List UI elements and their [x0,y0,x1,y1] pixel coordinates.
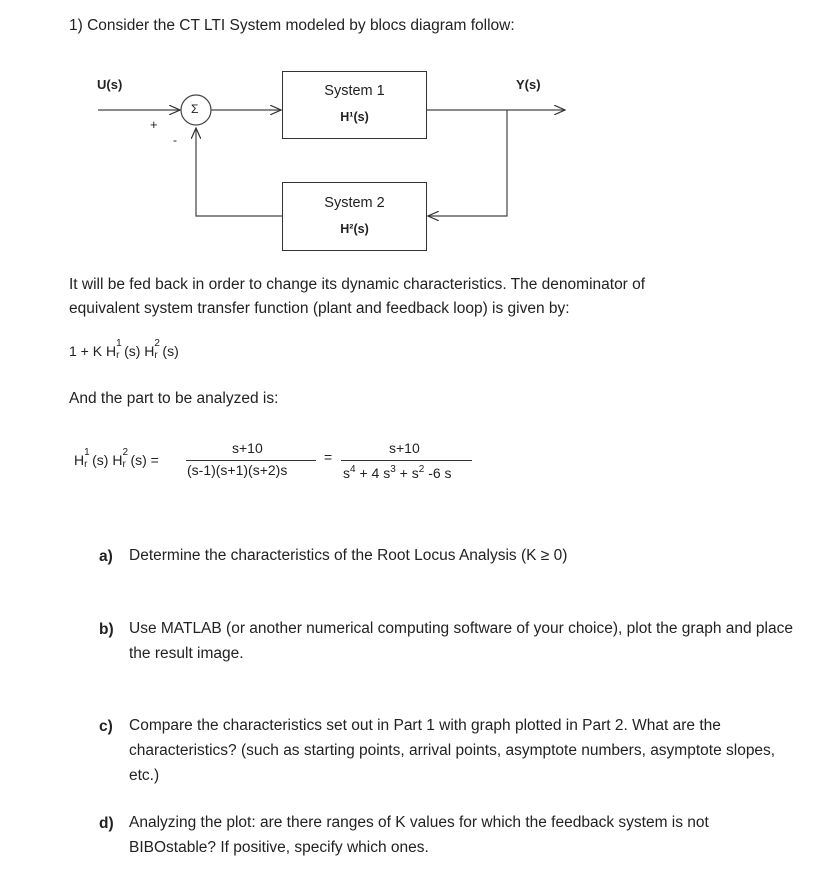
equation-lhs [74,447,159,471]
item-a-text: Determine the characteristics of the Root Locus Analysis (K ≥ 0) [129,547,568,564]
char-eq-sup2: 2 [154,338,160,350]
item-c-text: Compare the characteristics set out in Part 1 with graph plotted in Part 2. What are the characteristics? (such as starting points, arrival points, asymptote numbers, asymptote slopes, etc.) [129,717,776,784]
den2-d: -6 s [428,465,452,481]
item-d-letter: d) [99,815,114,832]
sum-symbol: Σ [191,102,199,116]
analyzed-intro: And the part to be analyzed is: [69,390,279,407]
lhs-mid: (s) H [92,452,123,468]
question-title: 1) Consider the CT LTI System modeled by blocs diagram follow: [69,17,515,34]
lhs-h1: H [74,452,85,468]
frac2-denominator [343,465,452,481]
feedback-arrow-in [428,110,507,216]
char-eq-prefix: 1 + K H [69,343,117,359]
system2-tf: H²(s) [340,222,369,236]
system2-block [282,182,427,251]
system1-block [282,71,427,139]
plus-sign: + [150,117,158,132]
paragraph-line2: equivalent system transfer function (plant and feedback loop) is given by: [69,300,570,317]
char-eq-sub2: r [154,350,158,362]
char-eq-end: (s) [162,343,179,359]
lhs-sub2: r [122,459,126,471]
lhs-sub1: r [84,459,88,471]
frac1-denominator: (s-1)(s+1)(s+2)s [187,462,288,478]
lhs-sup2: 2 [122,447,129,459]
system2-title: System 2 [324,195,385,211]
output-label: Y(s) [516,77,541,92]
char-eq-mid: (s) H [124,343,155,359]
frac2-line [341,460,472,461]
item-b-letter: b) [99,621,114,638]
lhs-end: (s) = [130,452,159,468]
characteristic-equation [69,338,179,362]
item-d-text: Analyzing the plot: are there ranges of K values for which the feedback system is not BIBOstable? If positive, specify which ones. [129,814,709,856]
system1-tf: H¹(s) [340,110,369,124]
den2-c: + s [399,465,419,481]
equals-sign: = [324,449,333,465]
den2-b: + 4 s [359,465,391,481]
item-c-letter: c) [99,718,113,735]
minus-sign: - [173,133,177,147]
item-a-letter: a) [99,548,113,565]
den2-a-exp: 4 [350,464,356,475]
input-label: U(s) [97,77,123,92]
den2-c-exp: 2 [418,464,425,475]
system1-title: System 1 [324,83,385,99]
den2-b-exp: 3 [390,464,396,475]
frac1-line [186,460,316,461]
den2-a: s [343,465,350,481]
frac1-numerator: s+10 [232,440,263,456]
paragraph-line1: It will be fed back in order to change its dynamic characteristics. The denominator of [69,276,646,293]
char-eq-sup1: 1 [116,338,122,350]
lhs-sup1: 1 [84,447,90,459]
frac2-numerator: s+10 [389,440,420,456]
item-b-text: Use MATLAB (or another numerical computing software of your choice), plot the graph and place the result image. [129,620,793,662]
char-eq-sub1: r [116,350,120,362]
feedback-arrow-out [196,128,282,216]
